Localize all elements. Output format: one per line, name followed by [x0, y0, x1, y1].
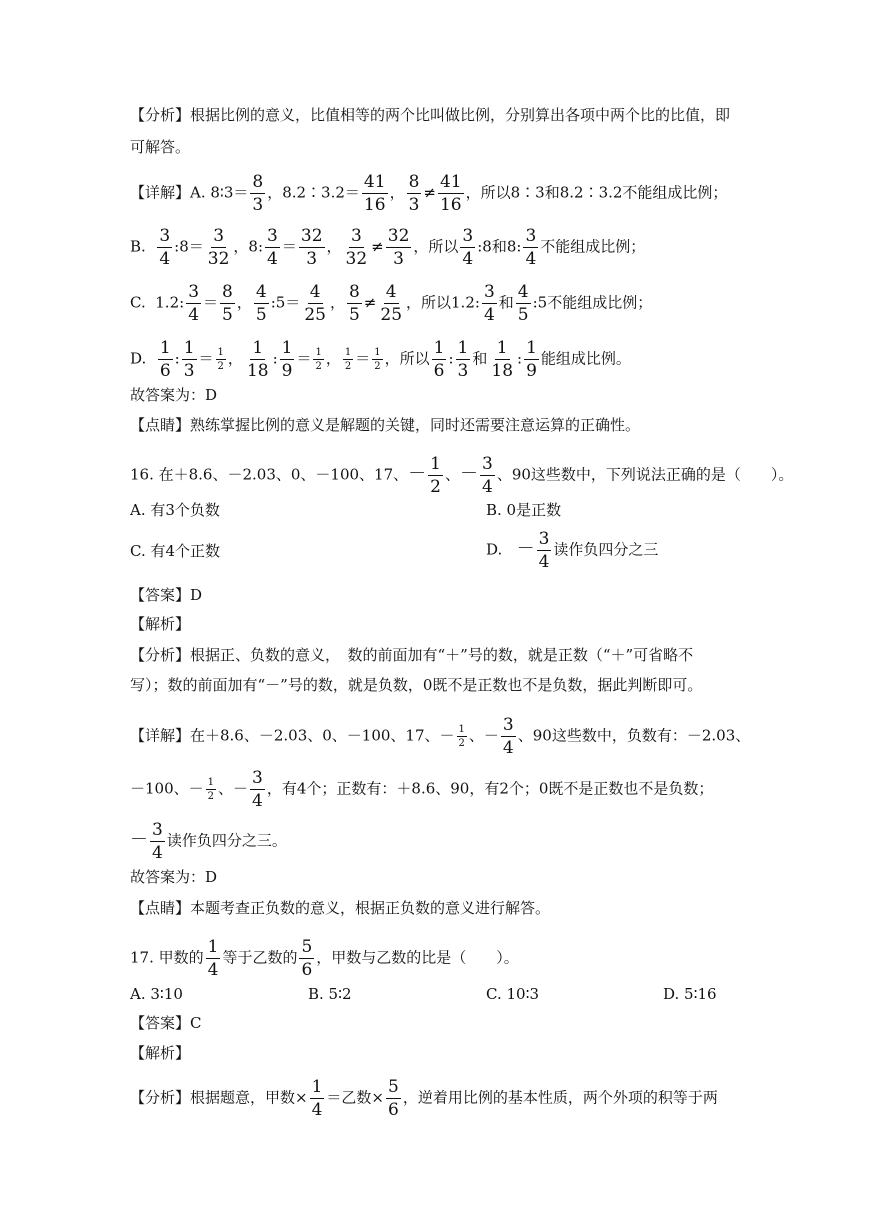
detail-line-d: D. $\frac{1}{6}$ : $\frac{1}{3}$ ＝ $\frac{1}{2}$ ， $\frac{1}{18}$ : $\frac{1}{9}$ ＝ $\frac{1}{2}$ ， $\frac{1}{2}$ ＝ $\frac{1}{2}$ ，所以 $\frac{1}{6}$ : $\frac{1}{3}$ 和 $\frac{1}{18}$ : $\frac{1}{9}$ 能组成比例。	[130, 338, 631, 381]
fraction: $\frac{3}{4}$	[502, 715, 514, 758]
option-a: A. 有3个负数	[130, 501, 220, 519]
detail-line: － $\frac{3}{4}$ 读作负四分之三。	[130, 820, 287, 863]
label: C.	[130, 293, 146, 312]
detail-line: －100、－ $\frac{1}{2}$ 、－ $\frac{3}{4}$ ，有4个；正数有：＋8.6、90，有2个；0既不是正数也不是负数；	[130, 768, 714, 811]
fraction: $\frac{32}{3}$	[300, 226, 323, 269]
label: B.	[130, 237, 146, 256]
fraction-small: $\frac{1}{2}$	[315, 347, 322, 372]
fraction: $\frac{3}{4}$	[462, 226, 474, 269]
fraction: $\frac{3}{4}$	[525, 226, 537, 269]
fraction: $\frac{4}{25}$	[380, 282, 403, 325]
answer-line: 故答案为：D	[130, 386, 218, 404]
analysis-line: 写）；数的前面加有“－”号的数，就是负数，0既不是正数也不是负数，据此判断即可。	[130, 676, 703, 694]
analysis-line: 可解答。	[130, 138, 191, 156]
text: ，8.2∶3.2＝	[267, 183, 360, 202]
detail-line-a	[130, 172, 727, 215]
fraction-small: $\frac{1}{2}$	[458, 724, 465, 749]
fraction-small: $\frac{1}{2}$	[374, 347, 381, 372]
fraction: $\frac{3}{4}$	[481, 454, 493, 497]
fraction: $\frac{1}{18}$	[246, 338, 269, 381]
fraction: $\frac{4}{5}$	[517, 282, 529, 325]
jiexi-tag: 【解析】	[130, 1044, 191, 1062]
fraction: $\frac{1}{18}$	[491, 338, 514, 381]
fraction: $\frac{41}{16}$	[363, 172, 386, 215]
fraction: $\frac{1}{9}$	[281, 338, 293, 381]
fraction-small: $\frac{1}{2}$	[207, 777, 215, 802]
fraction: $\frac{41}{16}$	[439, 172, 462, 215]
label: D.	[130, 349, 147, 368]
option-b: B. 0是正数	[486, 501, 562, 519]
fraction: $\frac{3}{4}$	[152, 820, 163, 863]
fraction: $\frac{3}{32}$	[207, 226, 230, 269]
option-c: C. 有4个正数	[130, 542, 221, 560]
fraction: $\frac{8}{3}$	[252, 172, 264, 215]
option-b: B. 5∶2	[308, 985, 352, 1003]
fraction: $\frac{5}{6}$	[387, 1077, 399, 1120]
comment-line: 【点睛】本题考查正负数的意义，根据正负数的意义进行解答。	[130, 899, 551, 917]
text: ，	[389, 183, 405, 202]
fraction: $\frac{3}{4}$	[538, 529, 550, 572]
fraction: $\frac{8}{5}$	[348, 282, 360, 325]
fraction: $\frac{3}{4}$	[159, 226, 171, 269]
detail-line: 【详解】在＋8.6、－2.03、0、－100、17、－ $\frac{1}{2}$ 、－ $\frac{3}{4}$ 、90这些数中，负数有：－2.03、	[130, 715, 751, 758]
question-17: 17. 甲数的 $\frac{1}{4}$ 等于乙数的 $\frac{5}{6}$ ，甲数与乙数的比是（ ）。	[130, 937, 519, 980]
fraction: $\frac{1}{3}$	[183, 338, 195, 381]
fraction: $\frac{1}{6}$	[433, 338, 445, 381]
option-a: A. 3∶10	[130, 985, 183, 1003]
fraction: $\frac{3}{32}$	[345, 226, 368, 269]
answer-tag: 【答案】D	[130, 586, 203, 604]
fraction: $\frac{3}{4}$	[267, 226, 278, 269]
text: 【详解】A. 8∶3＝	[130, 183, 249, 202]
fraction: $\frac{1}{4}$	[207, 937, 219, 980]
option-c: C. 10∶3	[486, 985, 540, 1003]
fraction: $\frac{32}{3}$	[387, 226, 410, 269]
fraction-small: $\frac{1}{2}$	[217, 347, 224, 372]
fraction: $\frac{3}{4}$	[483, 282, 495, 325]
analysis-line: 【分析】根据正、负数的意义， 数的前面加有“＋”号的数，就是正数（“＋”可省略不	[130, 646, 694, 664]
question-16: 16. 在＋8.6、－2.03、0、－100、17、－ $\frac{1}{2}$ 、－ $\frac{3}{4}$ 、90这些数中，下列说法正确的是（ ）。	[130, 454, 794, 497]
fraction: $\frac{5}{6}$	[301, 937, 313, 980]
answer-tag: 【答案】C	[130, 1014, 202, 1032]
answer-line: 故答案为：D	[130, 868, 218, 886]
text: ，所以8∶3和8.2∶3.2不能组成比例；	[465, 183, 728, 202]
option-d: D. 5∶16	[663, 985, 717, 1003]
fraction: $\frac{1}{6}$	[159, 338, 171, 381]
fraction: $\frac{4}{25}$	[304, 282, 326, 325]
fraction: $\frac{1}{4}$	[311, 1077, 323, 1120]
fraction: $\frac{8}{3}$	[408, 172, 420, 215]
fraction: $\frac{3}{4}$	[188, 282, 200, 325]
fraction-small: $\frac{1}{2}$	[344, 347, 352, 372]
fraction: $\frac{3}{4}$	[252, 768, 263, 811]
detail-line-c: C. 1.2: $\frac{3}{4}$ ＝ $\frac{8}{5}$ ， $\frac{4}{5}$ :5＝ $\frac{4}{25}$ ， $\frac{8}{5}$ ≠ $\frac{4}{25}$ ，所以1.2: $\frac{3}{4}$ 和 $\frac{4}{5}$ :5不能组成比例；	[130, 282, 653, 325]
neq: ≠	[423, 183, 436, 202]
analysis-line: 【分析】根据题意，甲数× $\frac{1}{4}$ ＝乙数× $\frac{5}{6}$ ，逆着用比例的基本性质，两个外项的积等于两	[130, 1077, 718, 1120]
comment-line: 【点睛】熟练掌握比例的意义是解题的关键，同时还需要注意运算的正确性。	[130, 416, 641, 434]
option-d: D. － $\frac{3}{4}$ 读作负四分之三	[486, 529, 659, 572]
fraction: $\frac{4}{5}$	[255, 282, 267, 325]
fraction: $\frac{1}{2}$	[430, 454, 441, 497]
detail-line-b: B. $\frac{3}{4}$ :8＝ $\frac{3}{32}$ ，8: $\frac{3}{4}$ ＝ $\frac{32}{3}$ ， $\frac{3}{32}$ ≠ $\frac{32}{3}$ ，所以 $\frac{3}{4}$ :8和8: $\frac{3}{4}$ 不能组成比例；	[130, 226, 646, 269]
fraction: $\frac{1}{9}$	[526, 338, 537, 381]
analysis-line: 【分析】根据比例的意义，比值相等的两个比叫做比例，分别算出各项中两个比的比值，即	[130, 106, 731, 124]
jiexi-tag: 【解析】	[130, 615, 191, 633]
fraction: $\frac{8}{5}$	[222, 282, 233, 325]
fraction: $\frac{1}{3}$	[457, 338, 469, 381]
